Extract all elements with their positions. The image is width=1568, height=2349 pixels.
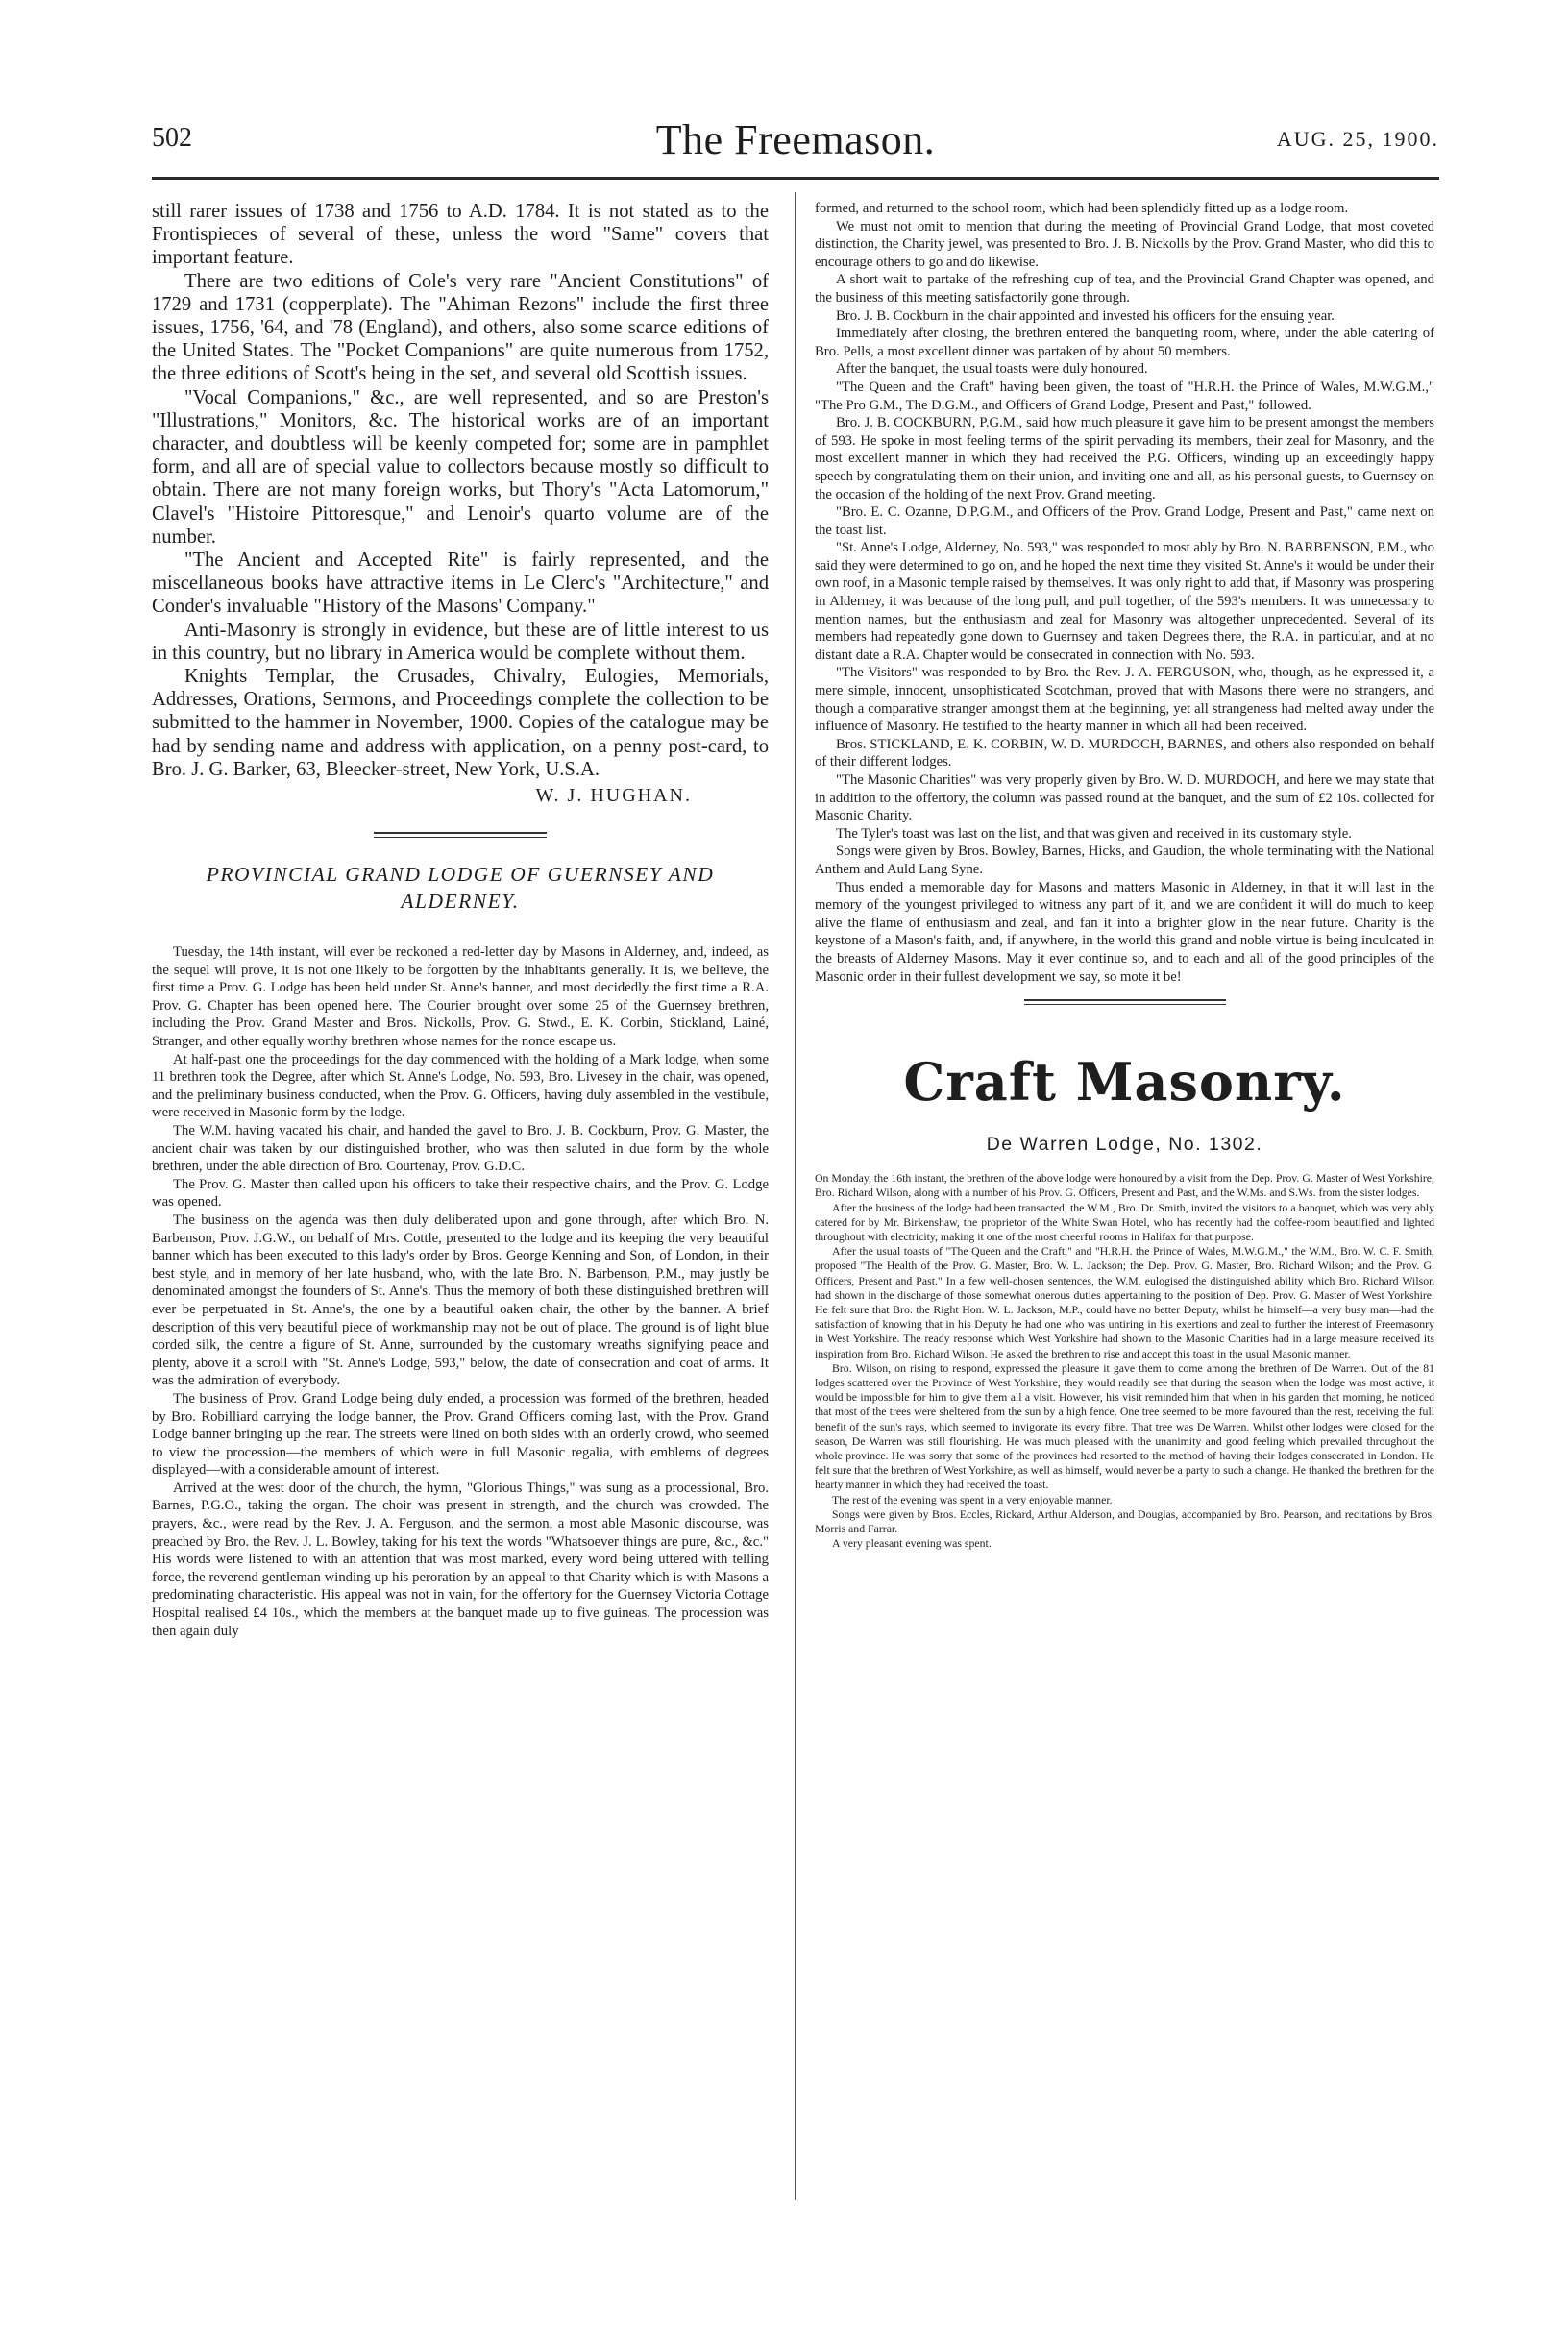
article-paragraph: Knights Templar, the Crusades, Chivalry, Eulogies, Memorials, Addresses, Orations, Sermons, and Proceedings complete the collection to be submitted to the hammer in November, 1900. Copies of the catalogue may be had by sending name and address with application, on a penny post-card, to Bro. J. G. Barker, 63, Bleecker-street, New York, U.S.A. bbox=[152, 666, 769, 780]
craft-masonry-heading: Craft Masonry. bbox=[903, 1051, 1346, 1113]
article-paragraph: After the banquet, the usual toasts were duly honoured. bbox=[836, 361, 1148, 378]
article-paragraph: "Bro. E. C. Ozanne, D.P.G.M., and Officers of the Prov. Grand Lodge, Present and Past," came next on the toast list. bbox=[815, 504, 1434, 538]
section-separator bbox=[1024, 999, 1226, 1005]
article-paragraph: Arrived at the west door of the church, the hymn, "Glorious Things," was sung as a processional, Bro. Barnes, P.G.O., taking the organ. The choir was present in strength, and the church was crowded. The prayers, &c., were read by the Rev. J. A. Ferguson, and the sermon, a most able Masonic discourse, was preached by Bro. the Rev. J. L. Bowley, taking for his text the words "Whatsoever things are pure, &c., &c." His words were listened to with an attention that was most marked, every word being uttered with telling force, the reverend gentleman winding up his peroration by an appeal to that Charity which is with Masons a predominating characteristic. His appeal was not in vain, for the offertory for the Guernsey Victoria Cottage Hospital realised £4 10s., which the members at the banquet made up to five guineas. The procession was then again duly bbox=[152, 1480, 769, 1639]
article-paragraph: The W.M. having vacated his chair, and handed the gavel to Bro. J. B. Cockburn, Prov. G. Master, the ancient chair was taken by our distinguished brother, who was then saluted in due form by the whole brethren, under the able direction of Bro. Courtenay, Prov. G.D.C. bbox=[152, 1123, 769, 1175]
article-paragraph: The business of Prov. Grand Lodge being duly ended, a procession was formed of the brethren, headed by Bro. Robilliard carrying the lodge banner, the Prov. Grand Officers coming last, with the Prov. Grand Lodge banner bringing up the rear. The streets were lined on both sides with an orderly crowd, who seemed to view the procession—the members of which were in full Masonic regalia, with emblems of degrees displayed—with a considerable amount of interest. bbox=[152, 1390, 769, 1479]
column-divider bbox=[795, 192, 796, 2200]
issue-date: AUG. 25, 1900. bbox=[1276, 127, 1439, 151]
section-separator bbox=[374, 832, 547, 838]
article-paragraph: Bro. J. B. Cockburn in the chair appointed and invested his officers for the ensuing year. bbox=[836, 307, 1335, 324]
publication-title: The Freemason. bbox=[655, 116, 936, 163]
guernsey-article-body bbox=[152, 943, 769, 1640]
article-paragraph: "St. Anne's Lodge, Alderney, No. 593," was responded to most ably by Bro. N. BARBENSON, P.M., who said they were determined to go on, and he hoped the next time they visited St. Anne's it would be under their own roof, in a Masonic temple raised by themselves. It was only right to add that, if Masonry was prospering in Alderney, it was because of the long pull, and pull together, of the 593's members. It was unnecessary to mention names, but the enthusiasm and zeal for Masonry was altogether unprecedented. Several of its members had repeatedly gone down to Guernsey and taken Degrees there, the R.A. in particular, and at no distant date a R.A. Chapter would be consecrated in connection with No. 593. bbox=[815, 540, 1434, 663]
de-warren-report bbox=[815, 1171, 1434, 1551]
guernsey-article-heading: PROVINCIAL GRAND LODGE OF GUERNSEY AND ALDERNEY. bbox=[206, 863, 715, 914]
article-paragraph: "The Visitors" was responded to by Bro. the Rev. J. A. FERGUSON, who, though, as he expressed it, a mere simple, innocent, unsophisticated Scotchman, proved that with Masons there were no strangers, and though a comparative stranger amongst them at the beginning, yet all strangeness had melted away under the influence of Masonry. He testified to the hearty manner in which all had been received. bbox=[815, 665, 1434, 735]
masthead bbox=[152, 115, 1439, 173]
article-paragraph: Immediately after closing, the brethren entered the banqueting room, where, under the able catering of Bro. Pells, a most excellent dinner was partaken of by about 50 members. bbox=[815, 326, 1434, 359]
right-column bbox=[815, 200, 1434, 1551]
article-paragraph: At half-past one the proceedings for the day commenced with the holding of a Mark lodge, when some 11 brethren took the Degree, after which St. Anne's Lodge, No. 593, Bro. Livesey in the chair, was opened, and the preliminary business conducted, when the Prov. G. Officers, having duly assembled in the vestibule, were received in Masonic form by the lodge. bbox=[152, 1051, 769, 1121]
catalogue-article bbox=[152, 200, 769, 807]
article-paragraph: "The Masonic Charities" was very properly given by Bro. W. D. MURDOCH, and here we may state that in addition to the offertory, the column was passed round at the banquet, and the sum of £2 10s. collected for Masonic Charity. bbox=[815, 772, 1434, 824]
author-signature: W. J. HUGHAN. bbox=[535, 785, 692, 807]
article-paragraph: A short wait to partake of the refreshing cup of tea, and the Provincial Grand Chapter was opened, and the business of this meeting satisfactorily gone through. bbox=[815, 272, 1434, 306]
guernsey-article-continued bbox=[815, 200, 1434, 986]
masthead-rule bbox=[152, 177, 1439, 180]
article-paragraph: After the usual toasts of "The Queen and the Craft," and "H.R.H. the Prince of Wales, M.W.G.M.," the W.M., Bro. W. C. F. Smith, proposed "The Health of the Prov. G. Master, Bro. W. L. Jackson; the Dep. Prov. G. Master, Bro. Richard Wilson; and the Prov. G. Officers, Present and Past." In a few well-chosen sentences, the W.M. eulogised the distinguished ability which Bro. Richard Wilson had shown in the discharge of those somewhat onerous duties appertaining to the position of Dep. Prov. G. Master of West Yorkshire. He felt sure that Bro. the Right Hon. W. L. Jackson, M.P., could have no better Deputy, whilst he himself—a very busy man—had the satisfaction of knowing that in his Deputy he had one who was untiring in his exertions and zeal to further the interest of Freemasonry in West Yorkshire. The ready response which West Yorkshire had shown to the Masonic Charities had in a large measure received its inspiration from Bro. Richard Wilson. He asked the brethren to rise and accept this toast in the usual Masonic manner. bbox=[815, 1244, 1434, 1360]
article-paragraph: still rarer issues of 1738 and 1756 to A.D. 1784. It is not stated as to the Frontispieces of several of these, unless the word "Same" covers that important feature. bbox=[152, 201, 769, 269]
lodge-title: De Warren Lodge, No. 1302. bbox=[986, 1134, 1263, 1156]
article-paragraph: Bro. Wilson, on rising to respond, expressed the pleasure it gave them to come among the brethren of De Warren. Out of the 81 lodges scattered over the Province of West Yorkshire, they would readily see that during the season when the lodge was most active, it would be impossible for him to give them all a visit. However, his visit reminded him that when in his garden that morning, he noticed that most of the trees were sheltered from the sun by a high fence. One tree seemed to be more favoured than the rest, receiving the full benefit of the sun's rays, which seemed to invigorate its every fibre. That tree was De Warren. Whilst other lodges were closed for the season, De Warren was still flourishing. He was much pleased with the unanimity and good feeling which prevailed throughout the whole province. He was sorry that some of the provinces had resorted to the method of having their lodges consecrated in London. He felt sure that the brethren of West Yorkshire, as well as himself, would never be a party to such a change. He thanked the brethren for the hearty manner in which they had received the toast. bbox=[815, 1360, 1434, 1492]
article-paragraph: There are two editions of Cole's very rare "Ancient Constitutions" of 1729 and 1731 (copperplate). The "Ahiman Rezons" include the first three issues, 1756, '64, and '78 (England), and others, also some scarce editions of the United States. The "Pocket Companions" are quite numerous from 1752, the three editions of Scott's being in the set, and several old Scottish issues. bbox=[152, 270, 769, 385]
article-paragraph: Songs were given by Bros. Eccles, Rickard, Arthur Alderson, and Douglas, accompanied by Bro. Pearson, and recitations by Bros. Morris and Farrar. bbox=[815, 1506, 1434, 1535]
article-paragraph: We must not omit to mention that during the meeting of Provincial Grand Lodge, that most coveted distinction, the Charity jewel, was presented to Bro. J. B. Nickolls by the Prov. Grand Master, who did this to encourage others to go and do likewise. bbox=[815, 218, 1434, 270]
article-paragraph: formed, and returned to the school room, which had been splendidly fitted up as a lodge room. bbox=[815, 201, 1349, 216]
left-column bbox=[152, 200, 769, 1640]
article-paragraph: "Vocal Companions," &c., are well represented, and so are Preston's "Illustrations," Monitors, &c. The historical works are of an important character, and doubtless will be keenly competed for; some are in pamphlet form, and all are of special value to collectors because mostly so difficult to obtain. There are not many foreign works, but Thory's "Acta Latomorum," Clavel's "Histoire Pittoresque," and Lenoir's quarto volume are of the number. bbox=[152, 386, 769, 548]
article-paragraph: The rest of the evening was spent in a very enjoyable manner. bbox=[832, 1492, 1113, 1506]
article-paragraph: After the business of the lodge had been transacted, the W.M., Bro. Dr. Smith, invited the visitors to a banquet, which was very ably catered for by Mr. Birkenshaw, the proprietor of the White Swan Hotel, who has recently had the coffee-room beautified and lighted throughout with electricity, making it one of the most cheerful rooms in Halifax for that purpose. bbox=[815, 1200, 1434, 1243]
article-paragraph: Tuesday, the 14th instant, will ever be reckoned a red-letter day by Masons in Alderney, and, indeed, as the sequel will prove, it is not one likely to be forgotten by the inhabitants generally. It is, we believe, the first time a Prov. G. Lodge has been held under St. Anne's banner, and most decidedly the first time a R.A. Prov. G. Chapter has been opened here. The Courier brought over some 25 of the Guernsey brethren, including the Prov. Grand Master and Bros. Nickolls, Prov. G. Stwd., E. K. Corbin, Stickland, Lainé, Stranger, and other equally worthy brethren whose names for the nonce escape us. bbox=[152, 944, 769, 1050]
article-paragraph: The business on the agenda was then duly deliberated upon and gone through, after which Bro. N. Barbenson, Prov. J.G.W., on behalf of Mrs. Cottle, presented to the lodge and its keeping the very beautiful banner which has been executed to this lady's order by Bros. George Kenning and Son, of London, in their best style, and in memory of her late husband, who, with the late Bro. N. Barbenson, P.M., may justly be denominated amongst the founders of St. Anne's. Thus the memory of both these distinguished brethren will ever be perpetuated in St. Anne's, the one by a beautiful oaken chair, the other by the banner. A brief description of this very beautiful piece of workmanship may not be out of place. The ground is of light blue corded silk, the centre a figure of St. Anne, surrounded by the customary wreaths signifying peace and plenty, above it a scroll with "St. Anne's Lodge, 593," below, the date of consecration and coat of arms. It was the admiration of everybody. bbox=[152, 1211, 769, 1389]
article-paragraph: On Monday, the 16th instant, the brethren of the above lodge were honoured by a visit from the Dep. Prov. G. Master of West Yorkshire, Bro. Richard Wilson, along with a number of his Prov. G. Officers, Present and Past, and the W.Ms. and S.Ws. from the sister lodges. bbox=[815, 1171, 1434, 1200]
page-number: 502 bbox=[152, 123, 192, 153]
article-paragraph: Thus ended a memorable day for Masons and matters Masonic in Alderney, in that it will last in the memory of the youngest privileged to witness any part of it, and we are confident it will do much to keep alive the flame of enthusiasm and zeal, and fan it into a brighter glow in the near future. Charity is the keystone of a Mason's faith, and, if anywhere, in the world this grand and noble virtue is being inculcated in the breasts of Alderney Masons. May it ever continue so, and to each and all of the good principles of the Masonic order in their fullest development we say, so mote it be! bbox=[815, 879, 1434, 985]
article-paragraph: "The Ancient and Accepted Rite" is fairly represented, and the miscellaneous books have attractive items in Le Clerc's "Architecture," and Conder's invaluable "History of the Masons' Company." bbox=[152, 550, 769, 618]
article-paragraph: Anti-Masonry is strongly in evidence, but these are of little interest to us in this country, but no library in America would be complete without them. bbox=[152, 619, 769, 664]
article-paragraph: Songs were given by Bros. Bowley, Barnes, Hicks, and Gaudion, the whole terminating with the National Anthem and Auld Lang Syne. bbox=[815, 844, 1434, 877]
article-paragraph: A very pleasant evening was spent. bbox=[832, 1536, 992, 1551]
article-paragraph: Bro. J. B. COCKBURN, P.G.M., said how much pleasure it gave him to be present amongst the members of 593. He spoke in most feeling terms of the spirit pervading its members, their zeal for Masonry, and the most excellent manner in which they had received the P.G. Officers, winding up an exceedingly happy speech by congratulating them on their union, and inviting one and all, as his personal guests, to Guernsey on the occasion of the holding of the next Prov. Grand meeting. bbox=[815, 415, 1434, 502]
article-paragraph: The Prov. G. Master then called upon his officers to take their respective chairs, and the Prov. G. Lodge was opened. bbox=[152, 1176, 769, 1211]
article-paragraph: "The Queen and the Craft" having been given, the toast of "H.R.H. the Prince of Wales, M.W.G.M.," "The Pro G.M., The D.G.M., and Officers of Grand Lodge, Present and Past," followed. bbox=[815, 379, 1434, 413]
article-paragraph: Bros. STICKLAND, E. K. CORBIN, W. D. MURDOCH, BARNES, and others also responded on behalf of their different lodges. bbox=[815, 736, 1434, 771]
article-paragraph: The Tyler's toast was last on the list, and that was given and received in its customary style. bbox=[836, 825, 1352, 842]
